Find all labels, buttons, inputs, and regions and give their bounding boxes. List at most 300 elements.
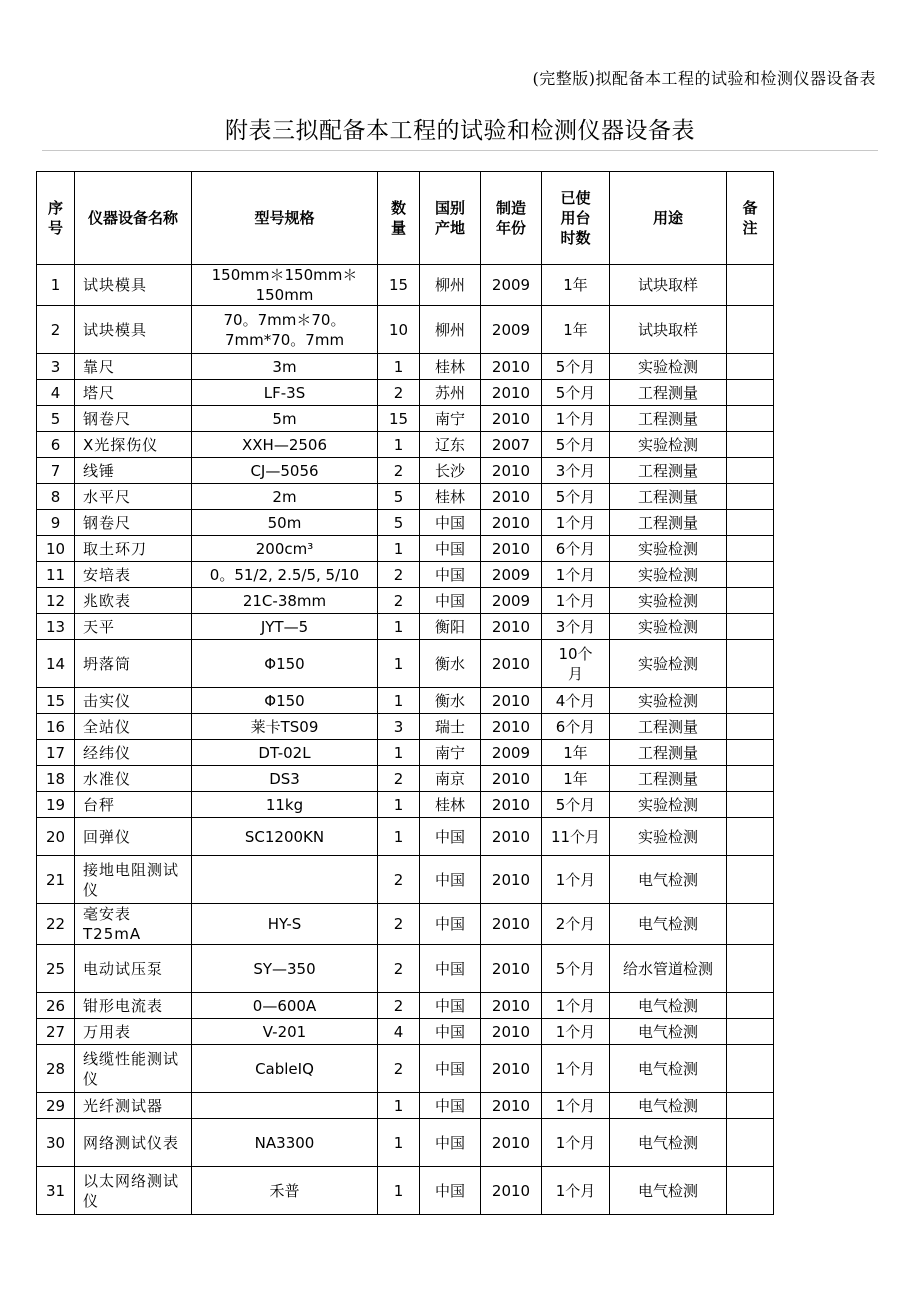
cell-use: 工程测量 (610, 510, 727, 536)
cell-year: 2009 (481, 740, 542, 766)
cell-year: 2010 (481, 856, 542, 904)
cell-note (727, 993, 774, 1019)
table-row (37, 714, 774, 740)
cell-no: 7 (37, 458, 75, 484)
table-row (37, 856, 774, 904)
cell-note (727, 1093, 774, 1119)
col-header-no: 序号 (37, 172, 75, 265)
document-header: (完整版)拟配备本工程的试验和检测仪器设备表 (532, 69, 876, 88)
cell-spec: 70。7mm＊70。7mm*70。7mm (192, 306, 378, 354)
cell-use: 实验检测 (610, 588, 727, 614)
cell-no: 10 (37, 536, 75, 562)
cell-year: 2010 (481, 714, 542, 740)
cell-note (727, 640, 774, 688)
cell-spec: CableIQ (192, 1045, 378, 1093)
cell-used: 5个月 (542, 380, 610, 406)
cell-note (727, 458, 774, 484)
cell-qty: 1 (378, 1167, 420, 1215)
cell-spec (192, 1093, 378, 1119)
page-title: 附表三拟配备本工程的试验和检测仪器设备表 (225, 118, 695, 144)
cell-note (727, 792, 774, 818)
cell-name: 水平尺 (75, 484, 192, 510)
table-row (37, 562, 774, 588)
cell-no: 31 (37, 1167, 75, 1215)
cell-used: 5个月 (542, 792, 610, 818)
cell-note (727, 265, 774, 306)
cell-origin: 桂林 (420, 354, 481, 380)
cell-used: 10个月 (542, 640, 610, 688)
cell-qty: 1 (378, 536, 420, 562)
cell-note (727, 306, 774, 354)
cell-spec: JYT—5 (192, 614, 378, 640)
cell-qty: 15 (378, 265, 420, 306)
cell-name: X光探伤仪 (75, 432, 192, 458)
cell-origin: 中国 (420, 1093, 481, 1119)
cell-spec: 禾普 (192, 1167, 378, 1215)
cell-spec: NA3300 (192, 1119, 378, 1167)
cell-year: 2009 (481, 562, 542, 588)
cell-no: 12 (37, 588, 75, 614)
cell-origin: 中国 (420, 536, 481, 562)
cell-used: 1个月 (542, 993, 610, 1019)
cell-origin: 南宁 (420, 406, 481, 432)
cell-origin: 中国 (420, 1119, 481, 1167)
cell-origin: 柳州 (420, 306, 481, 354)
cell-spec: Φ150 (192, 688, 378, 714)
cell-use: 实验检测 (610, 432, 727, 458)
cell-note (727, 614, 774, 640)
cell-name: 钳形电流表 (75, 993, 192, 1019)
table-row (37, 380, 774, 406)
cell-no: 6 (37, 432, 75, 458)
cell-origin: 中国 (420, 993, 481, 1019)
cell-spec: SC1200KN (192, 818, 378, 856)
cell-origin: 长沙 (420, 458, 481, 484)
table-row (37, 688, 774, 714)
table-row (37, 640, 774, 688)
cell-no: 13 (37, 614, 75, 640)
cell-used: 1个月 (542, 562, 610, 588)
cell-name: 塔尺 (75, 380, 192, 406)
table-row (37, 306, 774, 354)
cell-year: 2010 (481, 510, 542, 536)
cell-use: 实验检测 (610, 818, 727, 856)
cell-spec: LF-3S (192, 380, 378, 406)
cell-year: 2010 (481, 406, 542, 432)
cell-spec (192, 856, 378, 904)
table-row (37, 265, 774, 306)
cell-no: 4 (37, 380, 75, 406)
cell-use: 工程测量 (610, 380, 727, 406)
table-row (37, 1167, 774, 1215)
cell-qty: 2 (378, 380, 420, 406)
table-row (37, 1093, 774, 1119)
table-row (37, 818, 774, 856)
cell-use: 电气检测 (610, 1119, 727, 1167)
cell-note (727, 904, 774, 945)
cell-used: 1个月 (542, 1093, 610, 1119)
cell-name: 回弹仪 (75, 818, 192, 856)
cell-used: 1年 (542, 306, 610, 354)
cell-no: 8 (37, 484, 75, 510)
cell-note (727, 536, 774, 562)
cell-used: 1个月 (542, 856, 610, 904)
cell-spec: 2m (192, 484, 378, 510)
cell-origin: 苏州 (420, 380, 481, 406)
cell-name: 取土环刀 (75, 536, 192, 562)
cell-note (727, 406, 774, 432)
cell-qty: 2 (378, 458, 420, 484)
cell-qty: 5 (378, 510, 420, 536)
cell-spec: CJ—5056 (192, 458, 378, 484)
cell-spec: 0。51/2, 2.5/5, 5/10 (192, 562, 378, 588)
cell-qty: 2 (378, 588, 420, 614)
cell-name: 试块模具 (75, 306, 192, 354)
col-header-used: 已使用台时数 (542, 172, 610, 265)
equipment-table (36, 171, 774, 1215)
cell-year: 2010 (481, 1167, 542, 1215)
cell-spec: 11kg (192, 792, 378, 818)
table-row (37, 432, 774, 458)
cell-name: 坍落筒 (75, 640, 192, 688)
cell-name: 天平 (75, 614, 192, 640)
cell-year: 2010 (481, 766, 542, 792)
col-header-origin: 国别产地 (420, 172, 481, 265)
cell-qty: 4 (378, 1019, 420, 1045)
cell-used: 6个月 (542, 536, 610, 562)
cell-used: 1个月 (542, 510, 610, 536)
cell-no: 25 (37, 945, 75, 993)
cell-qty: 5 (378, 484, 420, 510)
cell-used: 2个月 (542, 904, 610, 945)
cell-origin: 衡阳 (420, 614, 481, 640)
cell-name: 毫安表T25mA (75, 904, 192, 945)
table-row (37, 614, 774, 640)
cell-origin: 衡水 (420, 640, 481, 688)
cell-note (727, 510, 774, 536)
cell-no: 19 (37, 792, 75, 818)
cell-use: 电气检测 (610, 1093, 727, 1119)
cell-no: 9 (37, 510, 75, 536)
cell-qty: 2 (378, 993, 420, 1019)
cell-origin: 中国 (420, 904, 481, 945)
cell-origin: 中国 (420, 818, 481, 856)
cell-use: 实验检测 (610, 536, 727, 562)
cell-year: 2010 (481, 818, 542, 856)
cell-no: 15 (37, 688, 75, 714)
cell-qty: 1 (378, 1119, 420, 1167)
cell-use: 试块取样 (610, 306, 727, 354)
cell-year: 2010 (481, 1119, 542, 1167)
cell-no: 21 (37, 856, 75, 904)
cell-qty: 2 (378, 945, 420, 993)
cell-qty: 1 (378, 432, 420, 458)
cell-note (727, 432, 774, 458)
cell-spec: SY—350 (192, 945, 378, 993)
cell-no: 29 (37, 1093, 75, 1119)
cell-origin: 中国 (420, 945, 481, 993)
cell-origin: 中国 (420, 1167, 481, 1215)
table-row (37, 458, 774, 484)
col-header-spec: 型号规格 (192, 172, 378, 265)
table-row (37, 993, 774, 1019)
cell-origin: 桂林 (420, 792, 481, 818)
cell-name: 万用表 (75, 1019, 192, 1045)
cell-year: 2010 (481, 614, 542, 640)
cell-year: 2010 (481, 904, 542, 945)
cell-used: 1年 (542, 740, 610, 766)
cell-year: 2010 (481, 640, 542, 688)
cell-name: 线缆性能测试仪 (75, 1045, 192, 1093)
cell-use: 工程测量 (610, 458, 727, 484)
cell-no: 11 (37, 562, 75, 588)
cell-origin: 中国 (420, 562, 481, 588)
table-row (37, 354, 774, 380)
col-header-name: 仪器设备名称 (75, 172, 192, 265)
cell-name: 兆欧表 (75, 588, 192, 614)
table-row (37, 510, 774, 536)
cell-origin: 衡水 (420, 688, 481, 714)
cell-name: 接地电阻测试仪 (75, 856, 192, 904)
cell-used: 5个月 (542, 945, 610, 993)
table-row (37, 1019, 774, 1045)
cell-name: 钢卷尺 (75, 406, 192, 432)
cell-year: 2009 (481, 588, 542, 614)
cell-name: 全站仪 (75, 714, 192, 740)
cell-spec: 150mm＊150mm＊150mm (192, 265, 378, 306)
cell-used: 1个月 (542, 1167, 610, 1215)
cell-spec: XXH—2506 (192, 432, 378, 458)
cell-no: 14 (37, 640, 75, 688)
cell-origin: 中国 (420, 856, 481, 904)
cell-no: 17 (37, 740, 75, 766)
cell-qty: 3 (378, 714, 420, 740)
col-header-note: 备注 (727, 172, 774, 265)
cell-year: 2009 (481, 265, 542, 306)
cell-name: 试块模具 (75, 265, 192, 306)
cell-note (727, 354, 774, 380)
table-row (37, 1119, 774, 1167)
title-divider (42, 150, 878, 151)
cell-year: 2010 (481, 945, 542, 993)
cell-no: 5 (37, 406, 75, 432)
cell-note (727, 856, 774, 904)
cell-no: 18 (37, 766, 75, 792)
cell-note (727, 740, 774, 766)
table-header-row (37, 172, 774, 265)
cell-qty: 2 (378, 904, 420, 945)
cell-qty: 2 (378, 562, 420, 588)
table-row (37, 536, 774, 562)
cell-year: 2007 (481, 432, 542, 458)
cell-spec: 5m (192, 406, 378, 432)
cell-qty: 1 (378, 1093, 420, 1119)
cell-used: 3个月 (542, 614, 610, 640)
cell-year: 2010 (481, 792, 542, 818)
cell-use: 实验检测 (610, 640, 727, 688)
cell-use: 电气检测 (610, 904, 727, 945)
cell-origin: 南宁 (420, 740, 481, 766)
cell-use: 实验检测 (610, 792, 727, 818)
cell-use: 实验检测 (610, 562, 727, 588)
cell-no: 16 (37, 714, 75, 740)
cell-use: 工程测量 (610, 766, 727, 792)
cell-spec: 200cm³ (192, 536, 378, 562)
cell-use: 工程测量 (610, 406, 727, 432)
cell-qty: 1 (378, 792, 420, 818)
cell-no: 20 (37, 818, 75, 856)
cell-note (727, 766, 774, 792)
cell-year: 2010 (481, 1045, 542, 1093)
cell-note (727, 1119, 774, 1167)
cell-used: 1个月 (542, 1119, 610, 1167)
cell-used: 3个月 (542, 458, 610, 484)
cell-year: 2009 (481, 306, 542, 354)
cell-no: 26 (37, 993, 75, 1019)
cell-used: 1年 (542, 766, 610, 792)
cell-note (727, 945, 774, 993)
cell-origin: 中国 (420, 510, 481, 536)
cell-used: 5个月 (542, 432, 610, 458)
cell-qty: 1 (378, 354, 420, 380)
cell-origin: 瑞士 (420, 714, 481, 740)
cell-name: 靠尺 (75, 354, 192, 380)
cell-no: 22 (37, 904, 75, 945)
cell-name: 击实仪 (75, 688, 192, 714)
cell-no: 30 (37, 1119, 75, 1167)
col-header-qty: 数量 (378, 172, 420, 265)
cell-origin: 中国 (420, 588, 481, 614)
cell-origin: 桂林 (420, 484, 481, 510)
cell-no: 1 (37, 265, 75, 306)
table-row (37, 766, 774, 792)
cell-qty: 2 (378, 856, 420, 904)
cell-year: 2010 (481, 458, 542, 484)
cell-used: 5个月 (542, 484, 610, 510)
cell-note (727, 1019, 774, 1045)
cell-spec: HY-S (192, 904, 378, 945)
cell-origin: 中国 (420, 1019, 481, 1045)
table-row (37, 945, 774, 993)
cell-qty: 1 (378, 818, 420, 856)
cell-spec: 0—600A (192, 993, 378, 1019)
cell-note (727, 1167, 774, 1215)
cell-origin: 柳州 (420, 265, 481, 306)
cell-name: 水准仪 (75, 766, 192, 792)
cell-spec: V-201 (192, 1019, 378, 1045)
cell-use: 工程测量 (610, 714, 727, 740)
cell-note (727, 714, 774, 740)
cell-use: 实验检测 (610, 614, 727, 640)
cell-qty: 1 (378, 640, 420, 688)
table-row (37, 484, 774, 510)
cell-note (727, 818, 774, 856)
cell-use: 工程测量 (610, 484, 727, 510)
cell-use: 电气检测 (610, 856, 727, 904)
cell-used: 1个月 (542, 406, 610, 432)
cell-qty: 1 (378, 614, 420, 640)
cell-year: 2010 (481, 1093, 542, 1119)
cell-note (727, 484, 774, 510)
cell-spec: 50m (192, 510, 378, 536)
cell-year: 2010 (481, 688, 542, 714)
cell-spec: 21C-38mm (192, 588, 378, 614)
cell-use: 实验检测 (610, 354, 727, 380)
cell-no: 28 (37, 1045, 75, 1093)
cell-use: 实验检测 (610, 688, 727, 714)
cell-name: 经纬仪 (75, 740, 192, 766)
cell-used: 5个月 (542, 354, 610, 380)
cell-used: 1年 (542, 265, 610, 306)
cell-used: 1个月 (542, 1019, 610, 1045)
cell-qty: 1 (378, 740, 420, 766)
cell-year: 2010 (481, 993, 542, 1019)
cell-name: 光纤测试器 (75, 1093, 192, 1119)
cell-qty: 1 (378, 688, 420, 714)
cell-spec: Φ150 (192, 640, 378, 688)
cell-year: 2010 (481, 1019, 542, 1045)
cell-qty: 10 (378, 306, 420, 354)
cell-origin: 中国 (420, 1045, 481, 1093)
cell-origin: 南京 (420, 766, 481, 792)
col-header-year: 制造年份 (481, 172, 542, 265)
cell-use: 电气检测 (610, 1045, 727, 1093)
cell-note (727, 562, 774, 588)
cell-qty: 15 (378, 406, 420, 432)
cell-used: 4个月 (542, 688, 610, 714)
cell-use: 电气检测 (610, 1019, 727, 1045)
cell-use: 电气检测 (610, 1167, 727, 1215)
table-row (37, 792, 774, 818)
cell-year: 2010 (481, 536, 542, 562)
cell-year: 2010 (481, 354, 542, 380)
cell-use: 工程测量 (610, 740, 727, 766)
cell-note (727, 1045, 774, 1093)
cell-name: 电动试压泵 (75, 945, 192, 993)
cell-name: 台秤 (75, 792, 192, 818)
cell-no: 2 (37, 306, 75, 354)
cell-name: 以太网络测试仪 (75, 1167, 192, 1215)
cell-spec: DT-02L (192, 740, 378, 766)
col-header-use: 用途 (610, 172, 727, 265)
table-row (37, 406, 774, 432)
cell-used: 11个月 (542, 818, 610, 856)
cell-qty: 2 (378, 766, 420, 792)
cell-spec: 3m (192, 354, 378, 380)
cell-use: 试块取样 (610, 265, 727, 306)
cell-note (727, 588, 774, 614)
table-row (37, 588, 774, 614)
cell-no: 3 (37, 354, 75, 380)
cell-year: 2010 (481, 380, 542, 406)
table-row (37, 740, 774, 766)
cell-note (727, 688, 774, 714)
cell-qty: 2 (378, 1045, 420, 1093)
cell-origin: 辽东 (420, 432, 481, 458)
table-row (37, 904, 774, 945)
cell-name: 钢卷尺 (75, 510, 192, 536)
cell-used: 1个月 (542, 588, 610, 614)
cell-used: 1个月 (542, 1045, 610, 1093)
cell-year: 2010 (481, 484, 542, 510)
cell-spec: DS3 (192, 766, 378, 792)
cell-use: 给水管道检测 (610, 945, 727, 993)
cell-name: 安培表 (75, 562, 192, 588)
cell-spec: 莱卡TS09 (192, 714, 378, 740)
cell-use: 电气检测 (610, 993, 727, 1019)
cell-used: 6个月 (542, 714, 610, 740)
cell-name: 线锤 (75, 458, 192, 484)
